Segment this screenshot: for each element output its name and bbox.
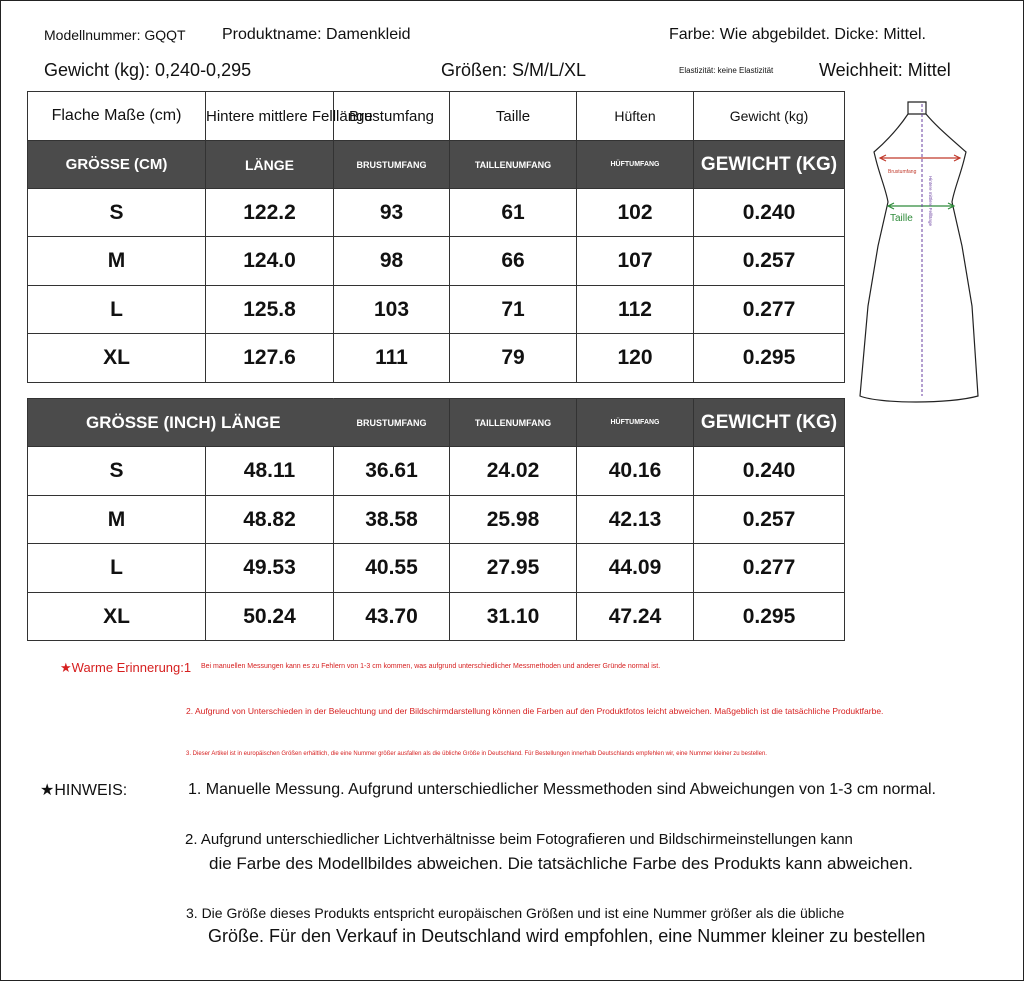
table-row — [28, 496, 845, 544]
header-row-inch — [28, 399, 845, 447]
note-3-line-1: 3. Die Größe dieses Produkts entspricht europäischen Größen und ist eine Nummer größer als die übliche — [186, 905, 845, 921]
measure-label-row — [28, 92, 845, 141]
elasticity: Elastizität: keine Elastizität — [679, 66, 774, 75]
hips-cell: 120 — [577, 334, 694, 383]
waist-cell: 25.98 — [450, 496, 577, 544]
hips-cell: 42.13 — [577, 496, 694, 544]
weight-cell: 0.277 — [694, 286, 845, 334]
header-hips: HÜFTUMFANG — [577, 141, 694, 189]
size-cell: XL — [28, 334, 206, 383]
header-length: LÄNGE — [206, 141, 334, 189]
table-row — [28, 237, 845, 286]
header-bust: BRUSTUMFANG — [334, 399, 450, 447]
header-size: GRÖSSE (CM) — [28, 141, 206, 189]
note-2-line-1: 2. Aufgrund unterschiedlicher Lichtverhältnisse beim Fotografieren und Bildschirmeinstellungen kann — [185, 831, 853, 848]
hips-label: Hüften — [577, 92, 694, 141]
hips-cell: 47.24 — [577, 593, 694, 641]
header-waist: TAILLENUMFANG — [450, 141, 577, 189]
bust-cell: 43.70 — [334, 593, 450, 641]
reminder-line-3: 3. Dieser Artikel ist in europäischen Größen erhältlich, die eine Nummer größer ausfallen als die übliche Größe in Deutschland. Für Bestellungen innerhalb Deutschlands empfehlen wir, eine Nummer kleiner zu bestellen. — [186, 751, 767, 757]
table-row — [28, 334, 845, 383]
size-cell: S — [28, 447, 206, 496]
waist-cell: 61 — [450, 189, 577, 237]
waist-label: Taille — [450, 92, 577, 141]
reminder-line-1: Bei manuellen Messungen kann es zu Fehlern von 1-3 cm kommen, was aufgrund unterschiedlicher Messmethoden und anderer Gründe normal ist. — [201, 663, 661, 670]
model-number: Modellnummer: GQQT — [44, 27, 186, 43]
table-row — [28, 189, 845, 237]
waist-cell: 71 — [450, 286, 577, 334]
weight-cell: 0.257 — [694, 237, 845, 286]
flat-measure-label: Flache Maße (cm) — [28, 92, 206, 141]
header-weight: GEWICHT (KG) — [694, 399, 845, 447]
dress-diagram — [850, 96, 980, 406]
length-cell: 124.0 — [206, 237, 334, 286]
header-size-length: GRÖSSE (INCH) LÄNGE — [28, 399, 334, 447]
size-table-cm — [27, 91, 845, 383]
length-cell: 48.82 — [206, 496, 334, 544]
note-1: 1. Manuelle Messung. Aufgrund unterschiedlicher Messmethoden sind Abweichungen von 1-3 cm normal. — [188, 781, 936, 798]
weight-label: Gewicht (kg) — [694, 92, 845, 141]
note-3-line-2: Größe. Für den Verkauf in Deutschland wird empfohlen, eine Nummer kleiner zu bestellen — [208, 926, 926, 946]
hips-cell: 102 — [577, 189, 694, 237]
header-row-cm — [28, 141, 845, 189]
size-cell: XL — [28, 593, 206, 641]
dress-outline — [860, 102, 978, 402]
bust-cell: 40.55 — [334, 544, 450, 593]
waist-diagram-label: Taille — [890, 213, 913, 224]
reminder-title: ★Warme Erinnerung:1 — [60, 660, 192, 675]
table-row — [28, 286, 845, 334]
color-thickness: Farbe: Wie abgebildet. Dicke: Mittel. — [669, 26, 926, 43]
waist-cell: 31.10 — [450, 593, 577, 641]
length-cell: 48.11 — [206, 447, 334, 496]
note-2-line-2: die Farbe des Modellbildes abweichen. Die tatsächliche Farbe des Produkts kann abweichen. — [209, 854, 914, 873]
hips-cell: 112 — [577, 286, 694, 334]
table-row — [28, 447, 845, 496]
sizes-available: Größen: S/M/L/XL — [441, 60, 587, 80]
product-name: Produktname: Damenkleid — [222, 26, 411, 43]
size-cell: M — [28, 496, 206, 544]
size-cell: L — [28, 544, 206, 593]
length-cell: 122.2 — [206, 189, 334, 237]
hips-cell: 107 — [577, 237, 694, 286]
header-weight: GEWICHT (KG) — [694, 141, 845, 189]
waist-cell: 27.95 — [450, 544, 577, 593]
bust-cell: 36.61 — [334, 447, 450, 496]
hips-cell: 40.16 — [577, 447, 694, 496]
size-cell: M — [28, 237, 206, 286]
weight-cell: 0.240 — [694, 189, 845, 237]
bust-cell: 103 — [334, 286, 450, 334]
weight-cell: 0.240 — [694, 447, 845, 496]
table-row — [28, 593, 845, 641]
length-cell: 125.8 — [206, 286, 334, 334]
weight-cell: 0.295 — [694, 334, 845, 383]
weight-cell: 0.277 — [694, 544, 845, 593]
bust-cell: 93 — [334, 189, 450, 237]
header-hips: HÜFTUMFANG — [577, 399, 694, 447]
weight-cell: 0.295 — [694, 593, 845, 641]
reminder-line-2: 2. Aufgrund von Unterschieden in der Beleuchtung und der Bildschirmdarstellung können die Farben auf den Produktfotos leicht abweichen. Maßgeblich ist die tatsächliche Produktfarbe. — [186, 706, 884, 716]
weight-cell: 0.257 — [694, 496, 845, 544]
hips-cell: 44.09 — [577, 544, 694, 593]
header-waist: TAILLENUMFANG — [450, 399, 577, 447]
length-cell: 127.6 — [206, 334, 334, 383]
waist-cell: 24.02 — [450, 447, 577, 496]
length-diagram-label: Hintere mittlere Felllänge — [928, 176, 933, 227]
notes-title: ★HINWEIS: — [40, 782, 128, 799]
size-table-inch — [27, 398, 845, 641]
waist-cell: 66 — [450, 237, 577, 286]
length-cell: 49.53 — [206, 544, 334, 593]
waist-cell: 79 — [450, 334, 577, 383]
header-bust: BRUSTUMFANG — [334, 141, 450, 189]
bust-label: Brustumfang — [334, 92, 450, 141]
size-cell: S — [28, 189, 206, 237]
softness: Weichheit: Mittel — [819, 60, 951, 80]
weight-range: Gewicht (kg): 0,240-0,295 — [44, 60, 252, 80]
bust-cell: 38.58 — [334, 496, 450, 544]
back-length-label: Hintere mittlere Felllänge — [206, 92, 334, 141]
bust-cell: 98 — [334, 237, 450, 286]
length-cell: 50.24 — [206, 593, 334, 641]
bust-cell: 111 — [334, 334, 450, 383]
bust-diagram-label: Brustumfang — [888, 169, 917, 175]
table-row — [28, 544, 845, 593]
size-cell: L — [28, 286, 206, 334]
